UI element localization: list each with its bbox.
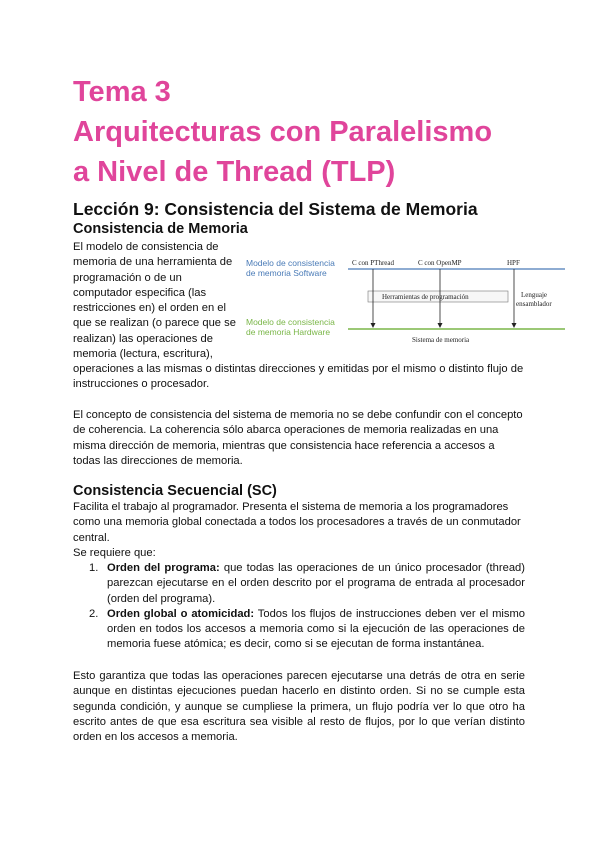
memory-system-label: Sistema de memoria [412,336,470,344]
section-heading-sequential-consistency: Consistencia Secuencial (SC) [73,483,277,499]
intro-line: programación o de un [73,271,182,284]
software-label-2: de memoria Software [246,268,327,278]
coherence-paragraph: El concepto de consistencia del sistema de memoria no se debe confundir con el concepto de coherencia. La coherencia sólo abarca operaciones de memoria realizadas en una misma dirección de memoria, mientras que consistencia hace referencia a accesos a todas las direcciones de memoria. [73,409,523,467]
intro-line: memoria de una herramienta de [73,256,233,269]
hardware-label-2: de memoria Hardware [246,327,331,337]
list-item [73,561,525,607]
tools-label: Herramientas de programación [382,293,469,301]
asm-label-1: Lenguaje [521,291,548,299]
list-number: 2. [89,607,99,620]
title-line-3: a Nivel de Thread (TLP) [73,156,396,188]
intro-line: restricciones en) el orden en el [73,302,226,315]
col-label-pthread: C con PThread [352,259,394,267]
list-item-title: Orden global o atomicidad: [107,607,255,620]
consistency-model-diagram [240,252,570,352]
list-item-text: Todos los flujos de instrucciones deben ver el mismo orden en todos los accesos a memoria como si la ejecución de las operaciones de memoria fuese atómica; es decir, como si se ejecutan de forma instantánea. [107,607,526,651]
diagram-svg [240,252,570,352]
intro-line: realizan) las operaciones de [73,332,213,345]
intro-line: memoria (lectura, escritura), [73,348,213,361]
title-line-2: Arquitecturas con Paralelismo [73,116,493,148]
list-item [73,607,525,653]
requirements-list [73,561,525,653]
hardware-label-1: Modelo de consistencia [246,317,335,327]
sc-paragraph: Facilita el trabajo al programador. Presenta el sistema de memoria a los programadores como una memoria global conectada a todos los procesadores a través de un conmutador central. [73,501,521,544]
list-item-text: que todas las operaciones de un único procesador (thread) parezcan ejecutarse en el orden descrito por el programa de entrada al procesador (orden del programa). [107,562,525,605]
intro-line: que se realizan (o parece que se [73,317,236,330]
arrow-head [512,323,517,328]
asm-label-2: ensamblador [516,300,552,308]
title-line-1: Tema 3 [73,76,171,108]
arrow-head [371,323,376,328]
intro-line: El modelo de consistencia de [73,241,219,253]
section-heading-memory-consistency: Consistencia de Memoria [73,221,248,237]
list-item-title: Orden del programa: [107,562,220,574]
final-paragraph: Esto garantiza que todas las operaciones parecen ejecutarse una detrás de otra en serie aunque en distintas ejecuciones puedan hacerlo en distinto orden. Si no se cumple esta segunda condición, y aunque se cumpliese la primera, un flujo podría ver lo que otro ha escrito antes de que esa escritura sea visible al resto de flujos, por lo que verían distinto orden en los accesos a memoria. [73,670,525,744]
col-label-hpf: HPF [507,259,520,267]
requires-label: Se requiere que: [73,547,156,559]
list-number: 1. [89,562,99,574]
intro-paragraph-continuation: operaciones a las mismas o distintas direcciones y emitidas por el mismo o distinto flujo de instrucciones o procesador. [73,363,524,391]
intro-line: computador especifica (las [73,286,207,299]
col-label-openmp: C con OpenMP [418,259,462,267]
lesson-heading: Lección 9: Consistencia del Sistema de Memoria [73,199,478,219]
arrow-head [438,323,443,328]
software-label-1: Modelo de consistencia [246,258,335,268]
intro-paragraph-narrow [73,240,239,362]
